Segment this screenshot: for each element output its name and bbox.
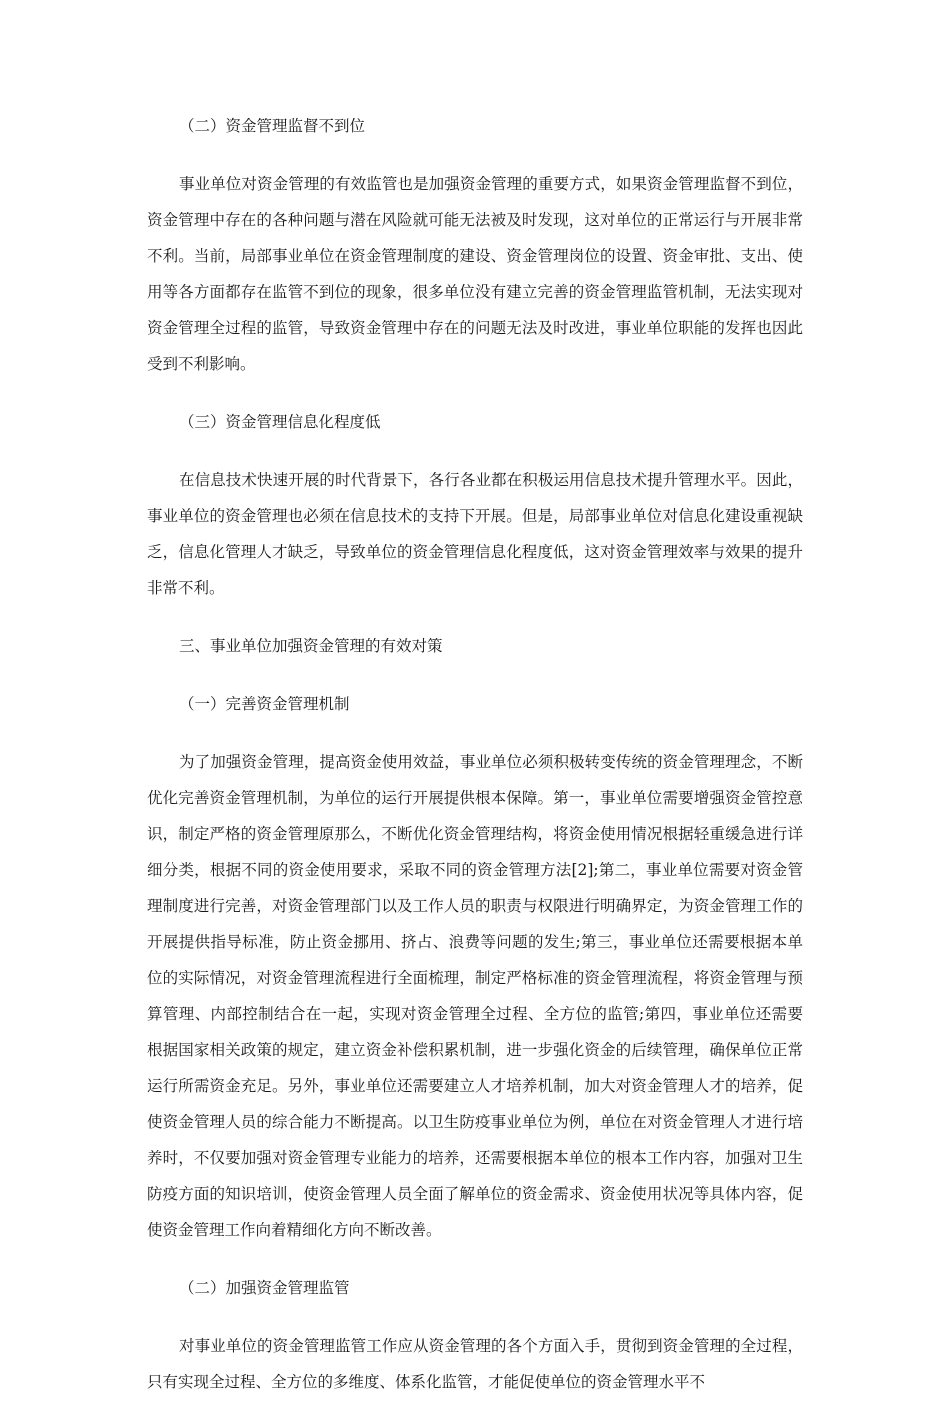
paragraph-informatization-problem: 在信息技术快速开展的时代背景下，各行各业都在积极运用信息技术提升管理水平。因此，事业单位的资金管理也必须在信息技术的支持下开展。但是，局部事业单位对信息化建设重视缺乏，信息化管理人才缺乏，导致单位的资金管理信息化程度低，这对资金管理效率与效果的提升非常不利。 (147, 471, 803, 597)
document-body (147, 108, 803, 1422)
section-heading-2-2: （二）资金管理监督不到位 (179, 117, 366, 135)
paragraph-strengthen-supervision: 对事业单位的资金管理监管工作应从资金管理的各个方面入手，贯彻到资金管理的全过程，只有实现全过程、全方位的多维度、体系化监管，才能促使单位的资金管理水平不 (147, 1337, 803, 1391)
section-heading-3: 三、事业单位加强资金管理的有效对策 (179, 637, 443, 655)
section-heading-3-2: （二）加强资金管理监管 (179, 1279, 350, 1297)
paragraph-improve-mechanism: 为了加强资金管理，提高资金使用效益，事业单位必须积极转变传统的资金管理理念，不断优化完善资金管理机制，为单位的运行开展提供根本保障。第一，事业单位需要增强资金管控意识，制定严格的资金管理原那么，不断优化资金管理结构，将资金使用情况根据轻重缓急进行详细分类，根据不同的资金使用要求，采取不同的资金管理方法[2];第二，事业单位需要对资金管理制度进行完善，对资金管理部门以及工作人员的职责与权限进行明确界定，为资金管理工作的开展提供指导标准，防止资金挪用、挤占、浪费等问题的发生;第三，事业单位还需要根据本单位的实际情况，对资金管理流程进行全面梳理，制定严格标准的资金管理流程，将资金管理与预算管理、内部控制结合在一起，实现对资金管理全过程、全方位的监管;第四，事业单位还需要根据国家相关政策的规定，建立资金补偿积累机制，进一步强化资金的后续管理，确保单位正常运行所需资金充足。另外，事业单位还需要建立人才培养机制，加大对资金管理人才的培养，促使资金管理人员的综合能力不断提高。以卫生防疫事业单位为例，单位在对资金管理人才进行培养时，不仅要加强对资金管理专业能力的培养，还需要根据本单位的根本工作内容，加强对卫生防疫方面的知识培训，使资金管理人员全面了解单位的资金需求、资金使用状况等具体内容，促使资金管理工作向着精细化方向不断改善。 (147, 753, 803, 1239)
paragraph-supervision-problem: 事业单位对资金管理的有效监管也是加强资金管理的重要方式，如果资金管理监督不到位，资金管理中存在的各种问题与潜在风险就可能无法被及时发现，这对单位的正常运行与开展非常不利。当前，局部事业单位在资金管理制度的建设、资金管理岗位的设置、资金审批、支出、使用等各方面都存在监管不到位的现象，很多单位没有建立完善的资金管理监管机制，无法实现对资金管理全过程的监管，导致资金管理中存在的问题无法及时改进，事业单位职能的发挥也因此受到不利影响。 (147, 175, 803, 373)
section-heading-3-1: （一）完善资金管理机制 (179, 695, 350, 713)
section-heading-2-3: （三）资金管理信息化程度低 (179, 413, 381, 431)
